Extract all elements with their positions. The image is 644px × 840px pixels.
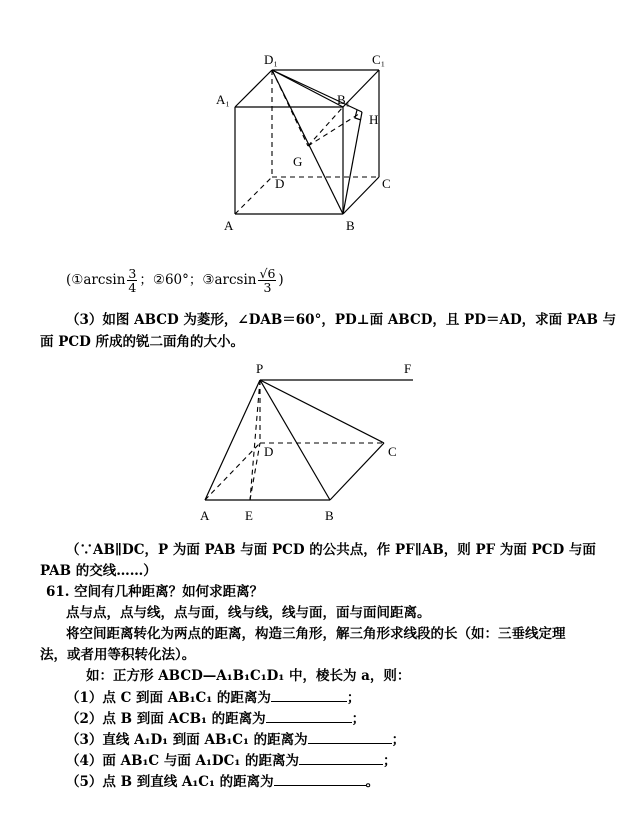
exercise-item-5-text: （5）点 B 到直线 A₁C₁ 的距离为 [66, 774, 274, 790]
paren-close: ) [278, 272, 284, 288]
label-C: C [382, 176, 391, 191]
label-E-pyramid: E [245, 508, 253, 523]
label-B: B [346, 218, 355, 233]
section-61-kinds: 点与点，点与线，点与面，线与线，线与面，面与面间距离。 [66, 605, 431, 621]
exercise-item-2-end: ； [351, 711, 366, 727]
answer-blank-4[interactable] [299, 752, 383, 765]
label-A1: A₁ [216, 92, 230, 107]
exercise-item-3 [66, 731, 405, 749]
answer-1-fraction [127, 267, 137, 294]
exercise-item-5-end: 。 [365, 774, 380, 790]
label-G: G [293, 154, 303, 169]
label-A: A [224, 218, 234, 233]
answer-1-numerator: 3 [128, 265, 137, 281]
paren-open: ( [66, 272, 72, 288]
answer-blank-5[interactable] [274, 773, 366, 786]
separator: ； [139, 272, 153, 288]
label-C1: C₁ [372, 52, 386, 67]
exercise-item-3-text: （3）直线 A₁D₁ 到面 AB₁C₁ 的距离为 [66, 732, 308, 748]
exercise-item-4 [66, 752, 397, 770]
exercise-item-1-end: ； [346, 690, 361, 706]
section-61-method-2: 法，或者用等积转化法）。 [40, 647, 196, 663]
answer-blank-1[interactable] [271, 689, 347, 702]
exercise-item-5 [66, 773, 379, 791]
answer-3-fraction [258, 267, 276, 294]
section-61-method-1: 将空间距离转化为两点的距离，构造三角形，解三角形求线段的长（如：三垂线定理 [66, 626, 566, 642]
label-D: D [275, 176, 285, 191]
label-D1: D₁ [264, 52, 278, 67]
exercise-item-1 [66, 689, 360, 707]
answer-blank-3[interactable] [308, 731, 392, 744]
exercise-item-2-text: （2）点 B 到面 ACB₁ 的距离为 [66, 711, 266, 727]
exercise-item-4-text: （4）面 AB₁C 与面 A₁DC₁ 的距离为 [66, 753, 299, 769]
exercise-item-3-end: ； [391, 732, 406, 748]
exercise-item-1-text: （1）点 C 到面 AB₁C₁ 的距离为 [66, 690, 271, 706]
exercise-item-4-end: ； [383, 753, 397, 769]
label-D-pyramid: D [264, 444, 274, 459]
problem-3-line-1: （3）如图 ABCD 为菱形，∠DAB＝60°，PD⊥面 ABCD，且 PD＝AD，求面 PAB 与 [66, 312, 617, 328]
label-P: P [256, 361, 264, 376]
answer-1-denominator: 4 [128, 279, 137, 295]
hint-line-2: PAB 的交线……） [40, 563, 157, 579]
label-H: H [369, 112, 379, 127]
answer-3-prefix: ③arcsin [202, 272, 257, 288]
exercise-item-2 [66, 710, 365, 728]
answer-3-numerator: √6 [259, 265, 276, 281]
problem-3-line-2: 面 PCD 所成的锐二面角的大小。 [40, 334, 245, 350]
answer-1-prefix: ①arcsin [71, 272, 126, 288]
label-B1: B₁ [337, 92, 351, 107]
hint-line-1: （∵AB∥DC，P 为面 PAB 与面 PCD 的公共点，作 PF∥AB，则 PF 为面 PCD 与面 [66, 542, 596, 558]
answer-3-denominator: 3 [263, 279, 272, 295]
label-B-pyramid: B [325, 508, 334, 523]
label-F: F [404, 361, 412, 376]
answer-blank-2[interactable] [266, 710, 352, 723]
section-61-example: 如：正方形 ABCD—A₁B₁C₁D₁ 中，棱长为 a，则： [86, 668, 411, 684]
answers-line [66, 263, 284, 297]
label-C-pyramid: C [388, 444, 397, 459]
label-A-pyramid: A [200, 508, 210, 523]
answer-2: ②60°； [152, 272, 203, 288]
section-61-title: 61. 空间有几种距离？如何求距离？ [46, 584, 264, 600]
cube-figure [0, 0, 644, 240]
